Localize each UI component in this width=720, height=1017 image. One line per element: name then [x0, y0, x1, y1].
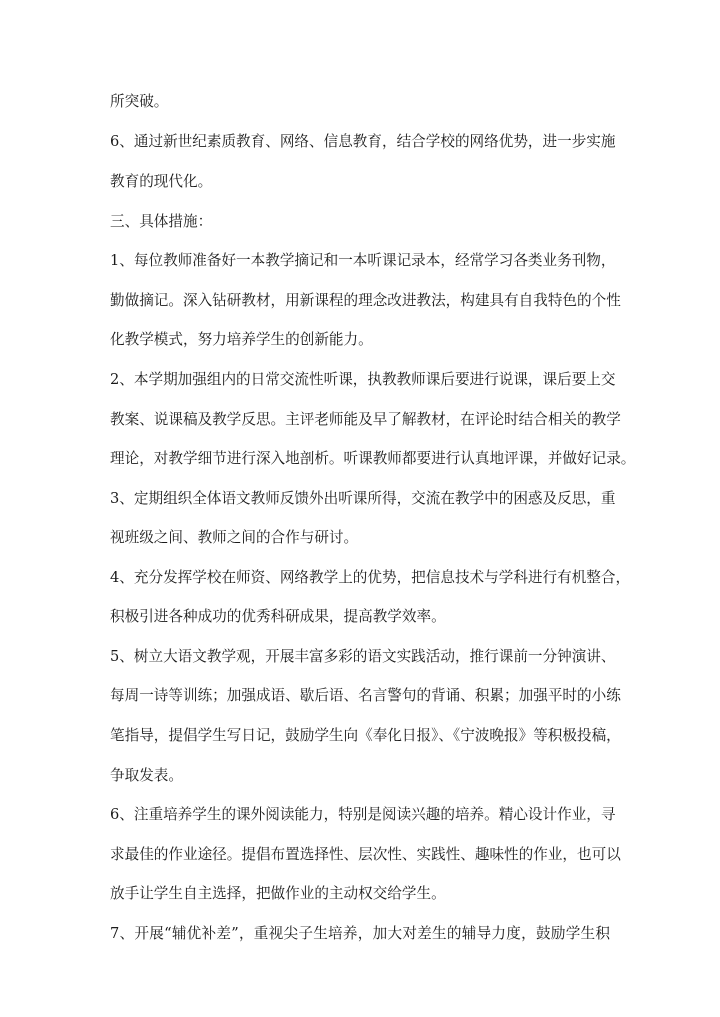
text-line: 3、定期组织全体语文教师反馈外出听课所得，交流在教学中的困惑及反思，重 [110, 490, 616, 507]
text-line: 放手让学生自主选择，把做作业的主动权交给学生。 [110, 885, 446, 902]
text-line: 理论，对教学细节进行深入地剖析。听课教师都要进行认真地评课，并做好记录。 [110, 450, 636, 467]
text-line: 笔指导，提倡学生写日记，鼓励学生向《奉化日报》、《宁波晚报》等积极投稿， [110, 727, 621, 744]
text-line: 教育的现代化。 [110, 173, 213, 190]
text-line: 2、本学期加强组内的日常交流性听课，执教教师课后要进行说课，课后要上交 [110, 371, 616, 388]
text-line: 积极引进各种成功的优秀科研成果，提高教学效率。 [110, 608, 446, 625]
text-line: 6、注重培养学生的课外阅读能力，特别是阅读兴趣的培养。精心设计作业，寻 [110, 806, 616, 823]
text-line: 5、树立大语文教学观，开展丰富多彩的语文实践活动，推行课前一分钟演讲、 [110, 648, 616, 665]
text-line: 视班级之间、教师之间的合作与研讨。 [110, 529, 359, 546]
text-line: 每周一诗等训练；加强成语、歇后语、名言警句的背诵、积累；加强平时的小练 [110, 687, 621, 704]
text-line: 争取发表。 [110, 767, 183, 784]
text-line: 1、每位教师准备好一本教学摘记和一本听课记录本，经常学习各类业务刊物， [110, 252, 616, 269]
section-heading: 三、具体措施： [110, 213, 213, 230]
text-line: 所突破。 [110, 93, 169, 110]
text-line: 化教学模式，努力培养学生的创新能力。 [110, 331, 373, 348]
text-line: 求最佳的作业途径。提倡布置选择性、层次性、实践性、趣味性的作业，也可以 [110, 846, 621, 863]
text-line: 4、充分发挥学校在师资、网络教学上的优势，把信息技术与学科进行有机整合， [110, 569, 631, 586]
text-line: 教案、说课稿及教学反思。主评老师能及早了解教材，在评论时结合相关的教学 [110, 411, 621, 428]
text-line: 7、开展“辅优补差”，重视尖子生培养，加大对差生的辅导力度，鼓励学生积 [110, 925, 610, 942]
text-line: 勤做摘记。深入钻研教材，用新课程的理念改进教法，构建具有自我特色的个性 [110, 292, 621, 309]
text-line: 6、通过新世纪素质教育、网络、信息教育，结合学校的网络优势，进一步实施 [110, 133, 616, 150]
